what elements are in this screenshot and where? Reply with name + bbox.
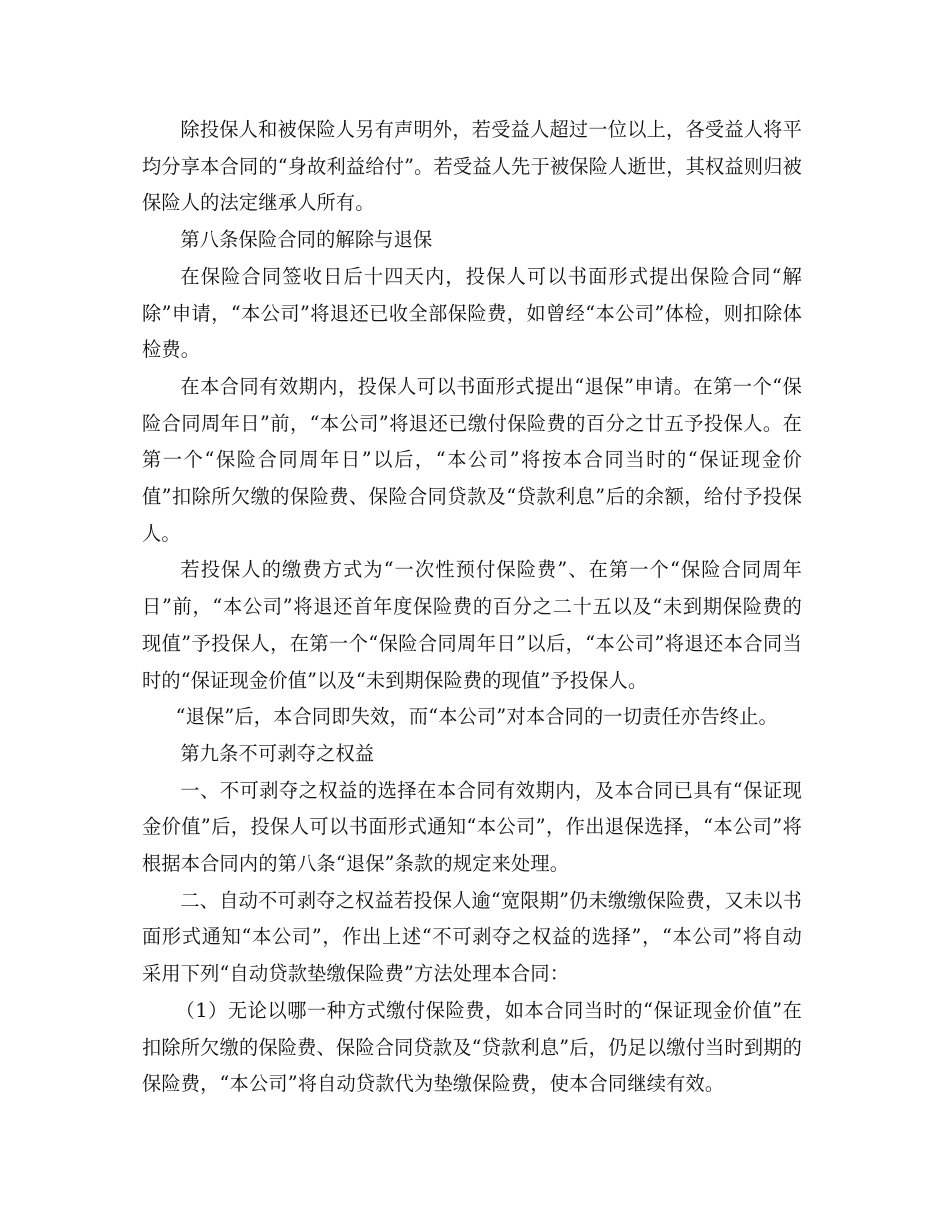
document-body [142, 112, 802, 1103]
paragraph-automatic-nonforfeiture: 二、自动不可剥夺之权益若投保人逾“宽限期”仍未缴缴保险费，又未以书面形式通知“本公司”，作出上述“不可剥夺之权益的选择”，“本公司”将自动采用下列“自动贷款垫缴保险费”方法处理本合同： [142, 888, 802, 986]
heading-article-9: 第九条不可剥夺之权益 [180, 741, 375, 765]
paragraph-surrender-effect: “退保”后，本合同即失效，而“本公司”对本合同的一切责任亦告终止。 [175, 705, 778, 729]
paragraph-automatic-premium-loan: （1）无论以哪一种方式缴付保险费，如本合同当时的“保证现金价值”在扣除所欠缴的保险费、保险合同贷款及“贷款利息”后，仍足以缴付当时到期的保险费，“本公司”将自动贷款代为垫缴保险费，使本合同继续有效。 [142, 998, 802, 1096]
heading-article-8: 第八条保险合同的解除与退保 [180, 228, 433, 252]
paragraph-beneficiary-share: 除投保人和被保险人另有声明外，若受益人超过一位以上，各受益人将平均分享本合同的“身故利益给付”。若受益人先于被保险人逝世，其权益则归被保险人的法定继承人所有。 [142, 118, 802, 215]
paragraph-nonforfeiture-choice: 一、不可剥夺之权益的选择在本合同有效期内，及本合同已具有“保证现金价值”后，投保人可以书面形式通知“本公司”，作出退保选择，“本公司”将根据本合同内的第八条“退保”条款的规定来处理。 [142, 778, 802, 876]
paragraph-single-premium-refund: 若投保人的缴费方式为“一次性预付保险费”、在第一个“保险合同周年日”前，“本公司”将退还首年度保险费的百分之二十五以及“未到期保险费的现值”予投保人，在第一个“保险合同周年日”以后，“本公司”将退还本合同当时的“保证现金价值”以及“未到期保险费的现值”予投保人。 [142, 558, 802, 692]
paragraph-contract-rescission: 在保险合同签收日后十四天内，投保人可以书面形式提出保险合同“解除”申请，“本公司”将退还已收全部保险费，如曾经“本公司”体检，则扣除体检费。 [142, 264, 802, 362]
paragraph-surrender-refund: 在本合同有效期内，投保人可以书面形式提出“退保”申请。在第一个“保险合同周年日”前，“本公司”将退还已缴付保险费的百分之廿五予投保人。在第一个“保险合同周年日”以后，“本公司”将按本合同当时的“保证现金价值”扣除所欠缴的保险费、保险合同贷款及“贷款利息”后的余额，给付予投保人。 [142, 374, 802, 545]
